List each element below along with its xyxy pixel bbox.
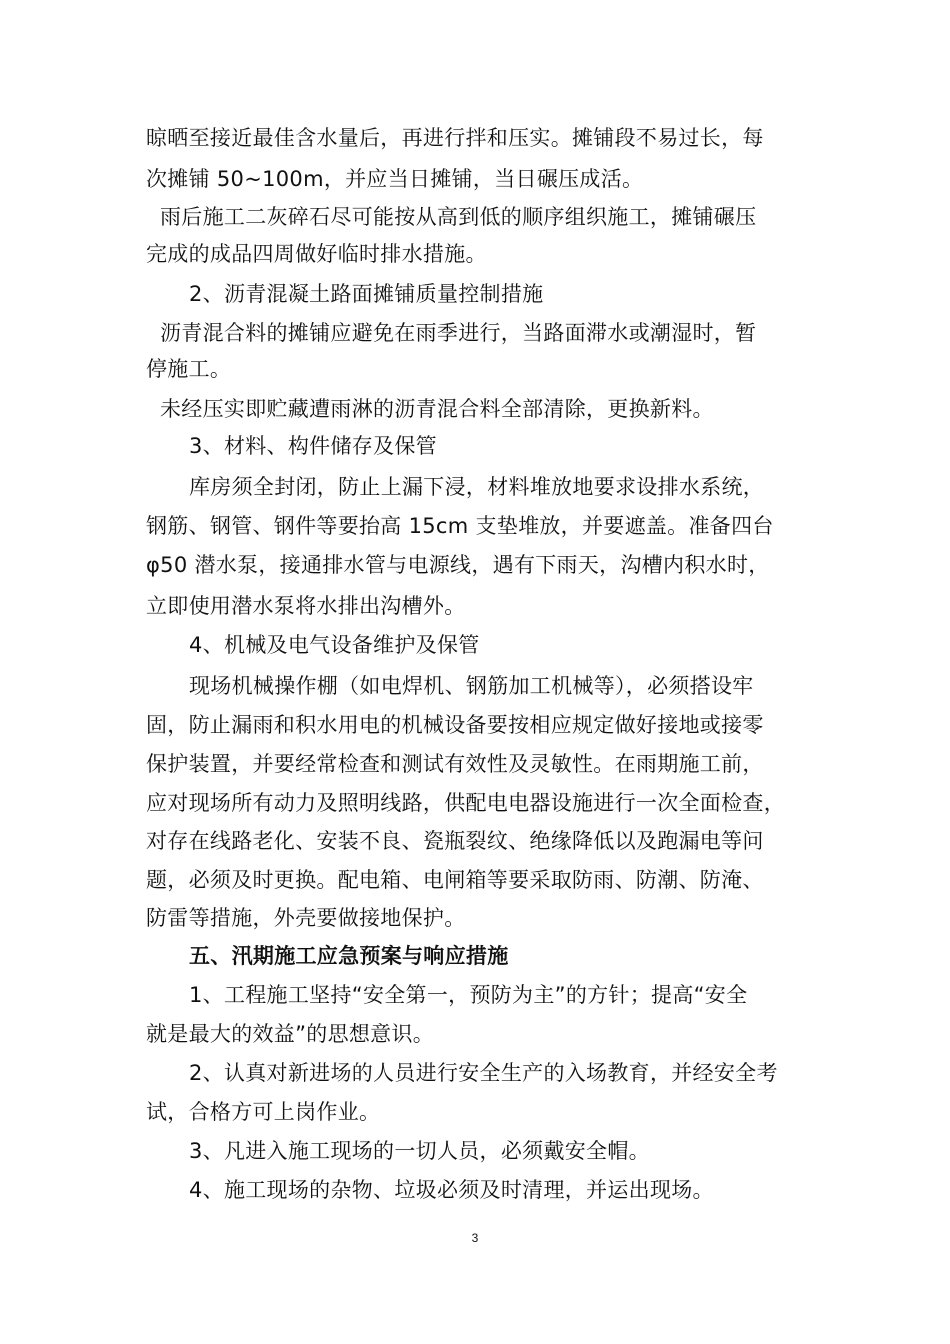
- paragraph-line: 固，防止漏雨和积水用电的机械设备要按相应规定做好接地或接零: [146, 713, 764, 737]
- paragraph-line: 停施工。: [146, 357, 232, 381]
- paragraph-line: φ50 潜水泵，接通排水管与电源线，遇有下雨天，沟槽内积水时，: [146, 553, 770, 577]
- paragraph-line: 1、工程施工坚持“安全第一，预防为主”的方针；提高“安全: [189, 983, 748, 1007]
- paragraph-line: 现场机械操作棚（如电焊机、钢筋加工机械等），必须搭设牢: [189, 674, 754, 698]
- paragraph-line: 试，合格方可上岗作业。: [146, 1100, 381, 1124]
- paragraph-line: 次摊铺 50~100m，并应当日摊铺，当日碾压成活。: [146, 167, 644, 191]
- page-number: 3: [471, 1231, 479, 1245]
- paragraph-line: 题，必须及时更换。配电箱、电闸箱等要采取防雨、防潮、防淹、: [146, 868, 764, 892]
- paragraph-line: 2、认真对新进场的人员进行安全生产的入场教育，并经安全考: [189, 1061, 778, 1085]
- paragraph-line: 立即使用潜水泵将水排出沟槽外。: [146, 594, 466, 618]
- section-heading: 五、汛期施工应急预案与响应措施: [189, 944, 509, 968]
- section-subheading: 2、沥青混凝土路面摊铺质量控制措施: [189, 282, 544, 306]
- section-subheading: 4、机械及电气设备维护及保管: [189, 633, 480, 657]
- section-subheading: 3、材料、构件储存及保管: [189, 434, 437, 458]
- paragraph-line: 3、凡进入施工现场的一切人员，必须戴安全帽。: [189, 1139, 650, 1163]
- paragraph-line: 钢筋、钢管、钢件等要抬高 15cm 支垫堆放，并要遮盖。准备四台: [146, 514, 774, 538]
- paragraph-line: 应对现场所有动力及照明线路，供配电电器设施进行一次全面检查，: [146, 791, 785, 815]
- paragraph-line: 保护装置，并要经常检查和测试有效性及灵敏性。在雨期施工前，: [146, 752, 764, 776]
- paragraph-line: 对存在线路老化、安装不良、瓷瓶裂纹、绝缘降低以及跑漏电等问: [146, 829, 764, 853]
- paragraph-line: 就是最大的效益”的思想意识。: [146, 1022, 435, 1046]
- paragraph-line: 防雷等措施，外壳要做接地保护。: [146, 906, 466, 930]
- paragraph-line: 沥青混合料的摊铺应避免在雨季进行，当路面滞水或潮湿时，暂: [160, 321, 757, 345]
- paragraph-line: 雨后施工二灰碎石尽可能按从高到低的顺序组织施工，摊铺碾压: [160, 205, 757, 229]
- paragraph-line: 未经压实即贮藏遭雨淋的沥青混合料全部清除，更换新料。: [160, 397, 714, 421]
- paragraph-line: 4、施工现场的杂物、垃圾必须及时清理，并运出现场。: [189, 1178, 714, 1202]
- paragraph-line: 库房须全封闭，防止上漏下浸，材料堆放地要求设排水系统，: [189, 475, 765, 499]
- paragraph-line: 晾晒至接近最佳含水量后，再进行拌和压实。摊铺段不易过长，每: [146, 126, 764, 150]
- paragraph-line: 完成的成品四周做好临时排水措施。: [146, 242, 487, 266]
